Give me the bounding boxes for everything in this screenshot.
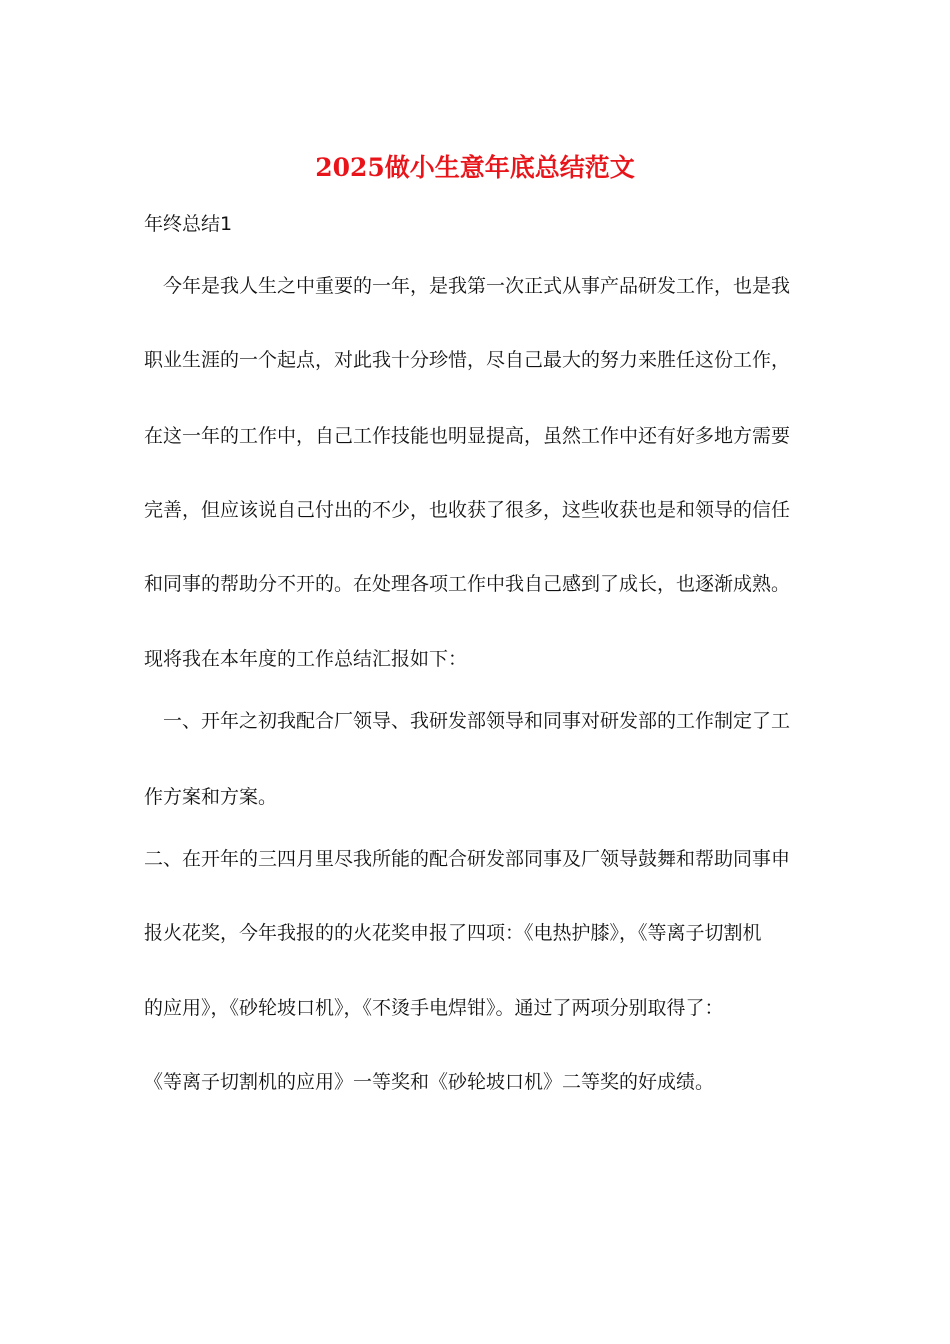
paragraph-line: 二、在开年的三四月里尽我所能的配合研发部同事及厂领导鼓舞和帮助同事申: [144, 848, 791, 870]
paragraph-line: 今年是我人生之中重要的一年，是我第一次正式从事产品研发工作，也是我: [144, 275, 791, 297]
paragraph-line: 职业生涯的一个起点，对此我十分珍惜，尽自己最大的努力来胜任这份工作，: [144, 349, 791, 371]
paragraph-line: 的应用》，《砂轮坡口机》，《不烫手电焊钳》。通过了两项分别取得了：: [144, 997, 724, 1019]
paragraph-line: 《等离子切割机的应用》一等奖和《砂轮坡口机》二等奖的好成绩。: [144, 1071, 715, 1093]
document-title: 2025做小生意年底总结范文: [315, 153, 635, 182]
paragraph-line: 在这一年的工作中，自己工作技能也明显提高，虽然工作中还有好多地方需要: [144, 425, 791, 447]
paragraph-line: 完善，但应该说自己付出的不少，也收获了很多，这些收获也是和领导的信任: [144, 499, 791, 521]
section-heading: 年终总结1: [144, 213, 233, 235]
paragraph-line: 和同事的帮助分不开的。在处理各项工作中我自己感到了成长，也逐渐成熟。: [144, 573, 791, 595]
paragraph-line: 作方案和方案。: [144, 786, 278, 808]
paragraph-line: 一、开年之初我配合厂领导、我研发部领导和同事对研发部的工作制定了工: [144, 710, 791, 732]
paragraph-line: 报火花奖，今年我报的的火花奖申报了四项：《电热护膝》，《等离子切割机: [144, 922, 762, 944]
paragraph-line: 现将我在本年度的工作总结汇报如下：: [144, 648, 468, 670]
